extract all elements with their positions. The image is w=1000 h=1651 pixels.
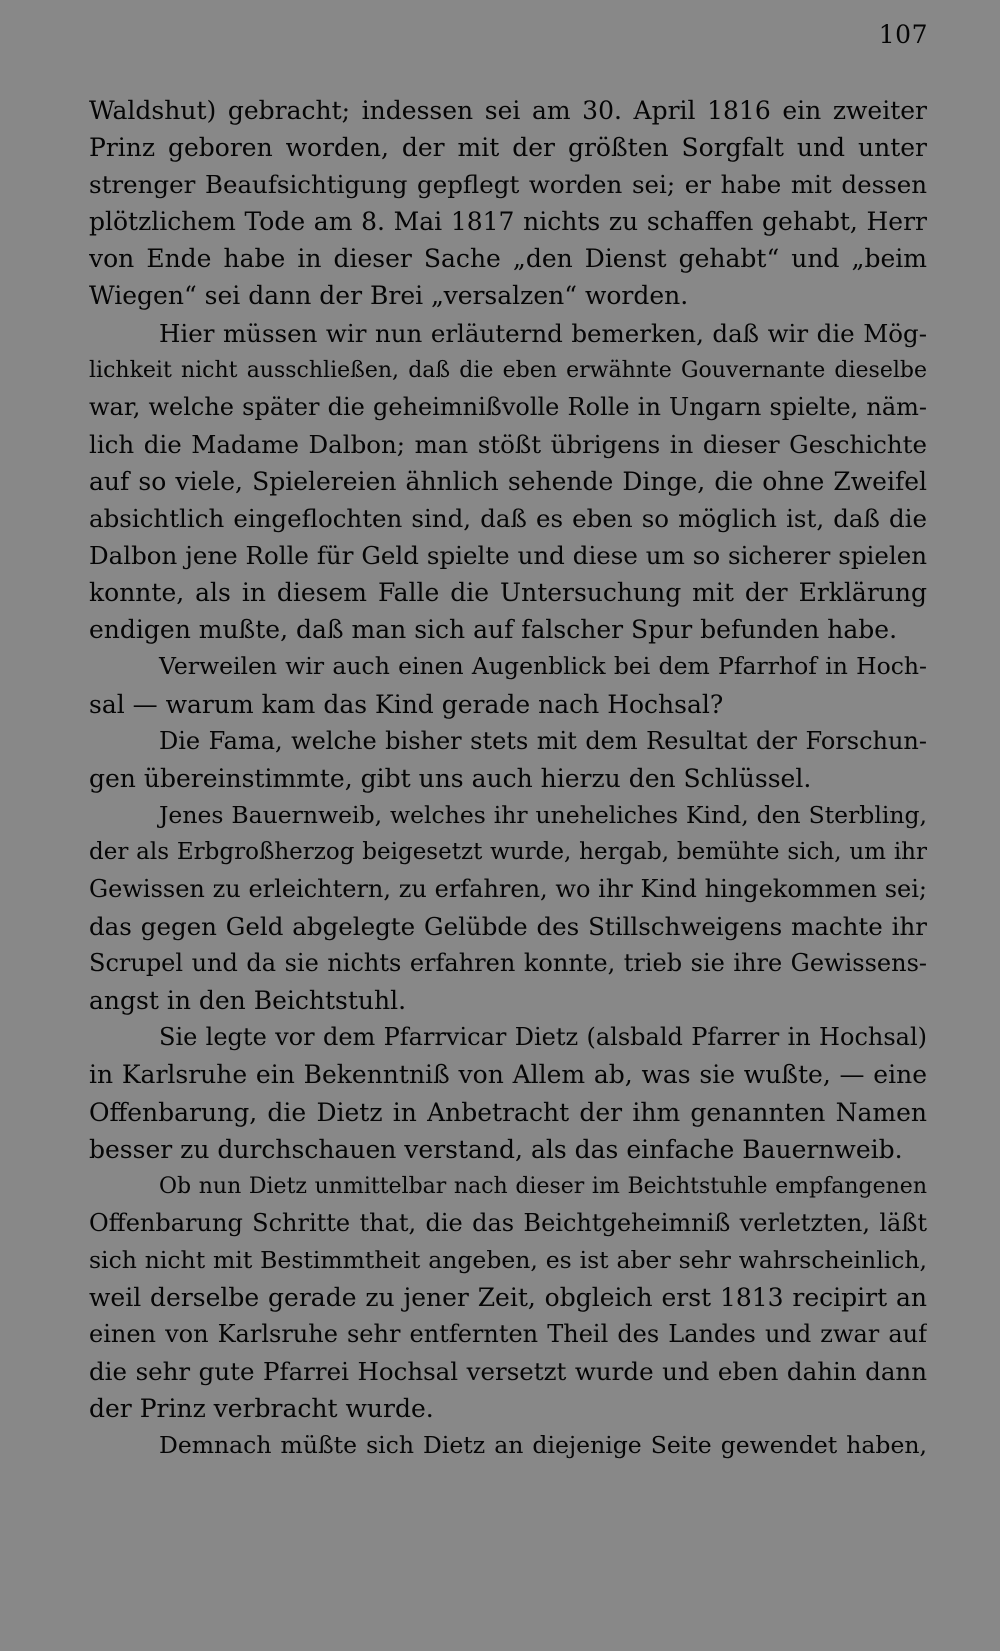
text-line: lich die Madame Dalbon; man stößt übrigens in dieser Geschichte: [89, 429, 927, 459]
text-line: Scrupel und da sie nichts erfahren konnte, trieb sie ihre Gewissens-: [89, 949, 927, 978]
text-line: konnte, als in diesem Falle die Untersuchung mit der Erklärung: [89, 578, 927, 608]
text-line: Prinz geboren worden, der mit der größten Sorgfalt und unter: [89, 133, 927, 163]
text-line: besser zu durchschauen verstand, als das einfache Bauernweib.: [89, 1134, 903, 1164]
text-line: Ob nun Dietz unmittelbar nach dieser im Beichtstuhle empfangenen: [159, 1173, 927, 1199]
text-line: sich nicht mit Bestimmtheit angeben, es ist aber sehr wahrscheinlich,: [89, 1245, 927, 1274]
text-line: Sie legte vor dem Pfarrvicar Dietz (alsbald Pfarrer in Hochsal): [159, 1023, 927, 1052]
page-number: 107: [878, 20, 928, 49]
text-line: gen übereinstimmte, gibt uns auch hierzu den Schlüssel.: [89, 763, 812, 793]
text-line: Verweilen wir auch einen Augenblick bei dem Pfarrhof in Hoch-: [159, 652, 927, 681]
text-line: angst in den Beichtstuhl.: [89, 986, 407, 1016]
text-line: endigen mußte, daß man sich auf falscher Spur befunden habe.: [89, 615, 898, 645]
text-line: Hier müssen wir nun erläuternd bemerken, daß wir die Mög-: [159, 318, 927, 348]
text-line: Offenbarung Schritte that, die das Beichtgeheimniß verletzten, läßt: [89, 1208, 927, 1237]
text-line: strenger Beaufsichtigung gepflegt worden sei; er habe mit dessen: [89, 170, 927, 200]
text-line: Jenes Bauernweib, welches ihr uneheliches Kind, den Sterbling,: [159, 800, 927, 829]
text-line: der als Erbgroßherzog beigesetzt wurde, hergab, bemühte sich, um ihr: [89, 838, 927, 865]
text-line: Gewissen zu erleichtern, zu erfahren, wo ihr Kind hingekommen sei;: [89, 874, 927, 903]
text-line: Wiegen“ sei dann der Brei „versalzen“ worden.: [89, 281, 689, 311]
text-line: war, welche später die geheimnißvolle Rolle in Ungarn spielte, näm-: [89, 392, 927, 421]
text-line: einen von Karlsruhe sehr entfernten Theil des Landes und zwar auf: [89, 1320, 927, 1349]
text-line: Dalbon jene Rolle für Geld spielte und diese um so sicherer spielen: [89, 541, 927, 571]
text-line: lichkeit nicht ausschließen, daß die eben erwähnte Gouvernante dieselbe: [89, 357, 927, 383]
text-line: der Prinz verbracht wurde.: [89, 1394, 434, 1424]
text-line: sal — warum kam das Kind gerade nach Hochsal?: [89, 689, 724, 719]
text-line: absichtlich eingeflochten sind, daß es eben so möglich ist, daß die: [89, 504, 927, 534]
text-line: weil derselbe gerade zu jener Zeit, obgleich erst 1813 recipirt an: [89, 1283, 927, 1312]
text-line: plötzlichem Tode am 8. Mai 1817 nichts zu schaffen gehabt, Herr: [89, 207, 927, 237]
text-line: von Ende habe in dieser Sache „den Dienst gehabt“ und „beim: [89, 244, 927, 274]
text-line: Waldshut) gebracht; indessen sei am 30. April 1816 ein zweiter: [89, 96, 927, 125]
text-line: die sehr gute Pfarrei Hochsal versetzt wurde und eben dahin dann: [89, 1357, 927, 1387]
body-text: [89, 92, 927, 1464]
text-line: das gegen Geld abgelegte Gelübde des Stillschweigens machte ihr: [89, 912, 927, 942]
text-line: Demnach müßte sich Dietz an diejenige Seite gewendet haben,: [159, 1431, 927, 1460]
text-line: in Karlsruhe ein Bekenntniß von Allem ab, was sie wußte, — eine: [89, 1060, 927, 1090]
text-line: Die Fama, welche bisher stets mit dem Resultat der Forschun-: [159, 726, 927, 755]
text-line: auf so viele, Spielereien ähnlich sehende Dinge, die ohne Zweifel: [89, 466, 927, 496]
text-line: Offenbarung, die Dietz in Anbetracht der ihm genannten Namen: [89, 1097, 927, 1127]
